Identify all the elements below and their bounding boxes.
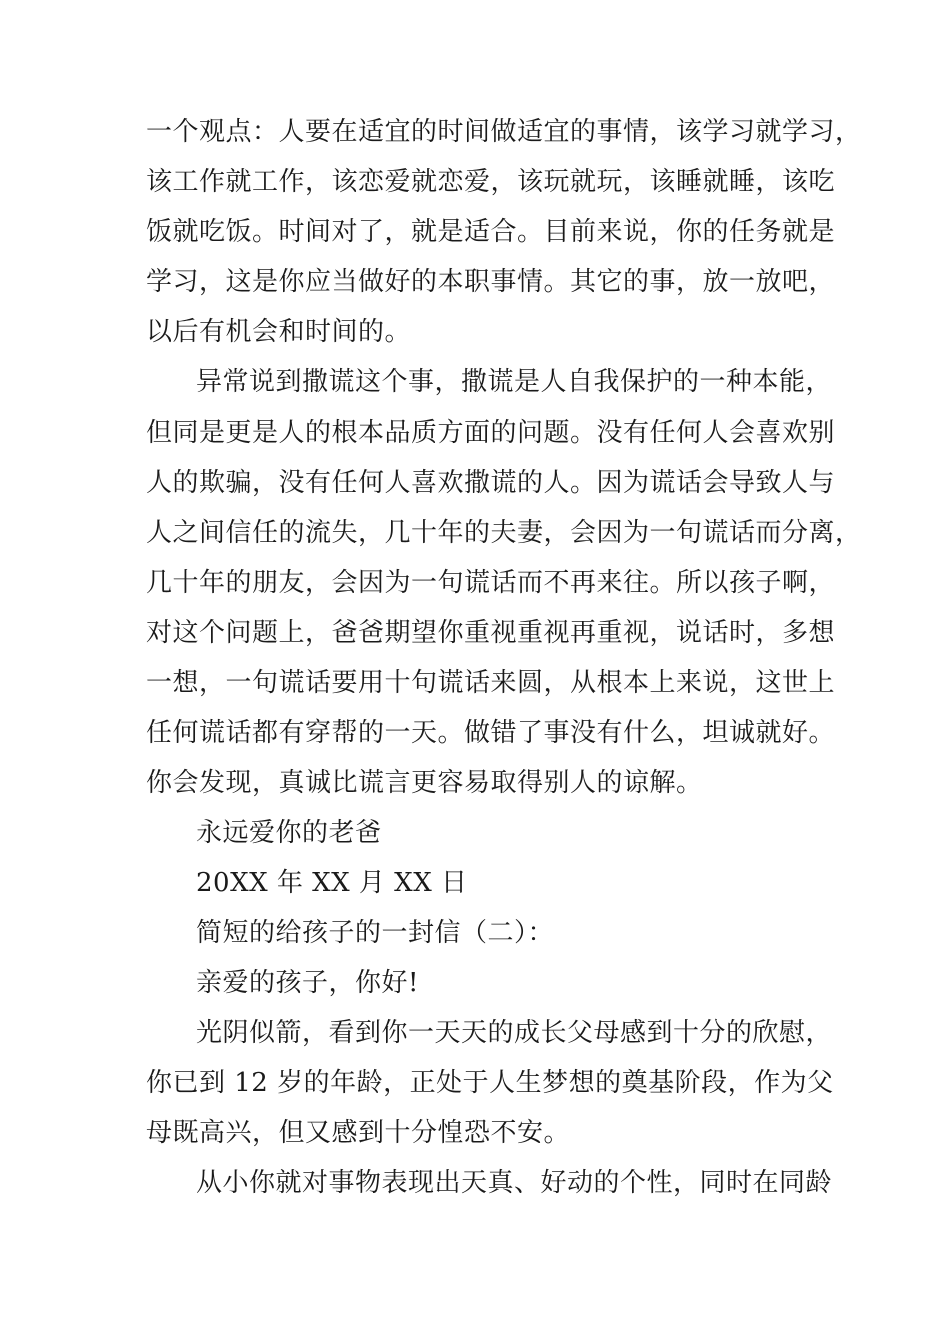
paragraph-line: 对这个问题上，爸爸期望你重视重视再重视，说话时，多想 — [146, 618, 836, 648]
paragraph-line: 一个观点：人要在适宜的时间做适宜的事情，该学习就学习， — [146, 117, 862, 147]
date-line: 20XX 年 XX 月 XX 日 — [196, 868, 468, 898]
paragraph-line: 从小你就对事物表现出天真、好动的个性，同时在同龄 — [196, 1168, 833, 1198]
section-title: 简短的给孩子的一封信（二）： — [196, 918, 555, 948]
paragraph-line: 但同是更是人的根本品质方面的问题。没有任何人会喜欢别 — [146, 418, 836, 448]
paragraph-line: 你会发现，真诚比谎言更容易取得别人的谅解。 — [146, 768, 703, 798]
paragraph-line: 人的欺骗，没有任何人喜欢撒谎的人。因为谎话会导致人与 — [146, 468, 836, 498]
paragraph-line: 任何谎话都有穿帮的一天。做错了事没有什么，坦诚就好。 — [146, 718, 836, 748]
paragraph-line: 你已到 12 岁的年龄，正处于人生梦想的奠基阶段，作为父 — [146, 1068, 834, 1098]
paragraph-line: 以后有机会和时间的。 — [146, 317, 412, 347]
paragraph-line: 一想，一句谎话要用十句谎话来圆，从根本上来说，这世上 — [146, 668, 836, 698]
paragraph-line: 光阴似箭，看到你一天天的成长父母感到十分的欣慰， — [196, 1018, 833, 1048]
signature-line: 永远爱你的老爸 — [196, 818, 382, 848]
paragraph-line: 几十年的朋友，会因为一句谎话而不再来往。所以孩子啊， — [146, 568, 836, 598]
paragraph-line: 母既高兴，但又感到十分惶恐不安。 — [146, 1118, 571, 1148]
paragraph-line: 饭就吃饭。时间对了，就是适合。目前来说，你的任务就是 — [146, 217, 836, 247]
paragraph-line: 异常说到撒谎这个事，撒谎是人自我保护的一种本能， — [196, 367, 833, 397]
paragraph-line: 学习，这是你应当做好的本职事情。其它的事，放一放吧， — [146, 267, 836, 297]
greeting-line: 亲爱的孩子，你好! — [196, 968, 419, 998]
paragraph-line: 该工作就工作，该恋爱就恋爱，该玩就玩，该睡就睡，该吃 — [146, 167, 836, 197]
paragraph-line: 人之间信任的流失，几十年的夫妻，会因为一句谎话而分离， — [146, 518, 862, 548]
